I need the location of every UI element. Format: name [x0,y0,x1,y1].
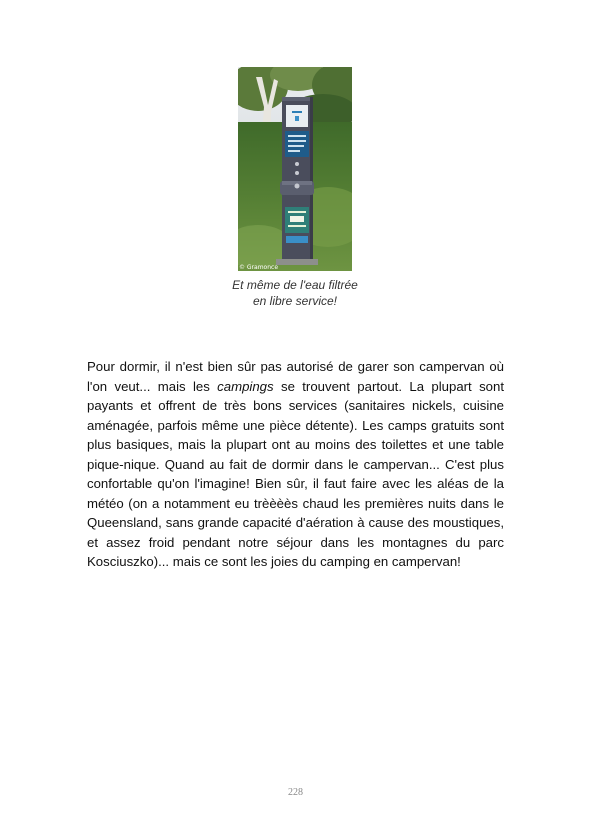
paragraph-text-start: Pour dormir, il n'est bien sûr pas autorisé de garer son campervan où l'on veut... mais les [87,359,504,394]
paragraph-text-end: se trouvent partout. La plupart sont payants et offrent de très bons services (sanitaires nickels, cuisine aménagée, parfois même une pièce détente). Les camps gratuits sont plus basiques, mais la plupart ont au moins des toilettes et une table pique-nique. Quand au fait de dormir dans le campervan... C'est plus confortable qu'on l'imagine! Bien sûr, il faut faire avec les aléas de la météo (on a notamment eu trèèèès chaud les premières nuits dans le Queensland, sans grande capacité d'aération à cause des moustiques, et assez froid pendant notre séjour dans les montagnes du parc Kosciuszko)... mais ce sont les joies du camping en campervan! [87,378,504,569]
water-fountain-photo [238,67,352,271]
figure-caption: Et même de l'eau filtrée en libre service! [232,278,358,308]
body-paragraph [87,357,504,572]
photo-illustration [238,67,352,271]
photo-credit: © Gramonce [239,264,279,271]
paragraph-emphasis: campings [217,378,274,394]
page-number: 228 [288,787,303,798]
